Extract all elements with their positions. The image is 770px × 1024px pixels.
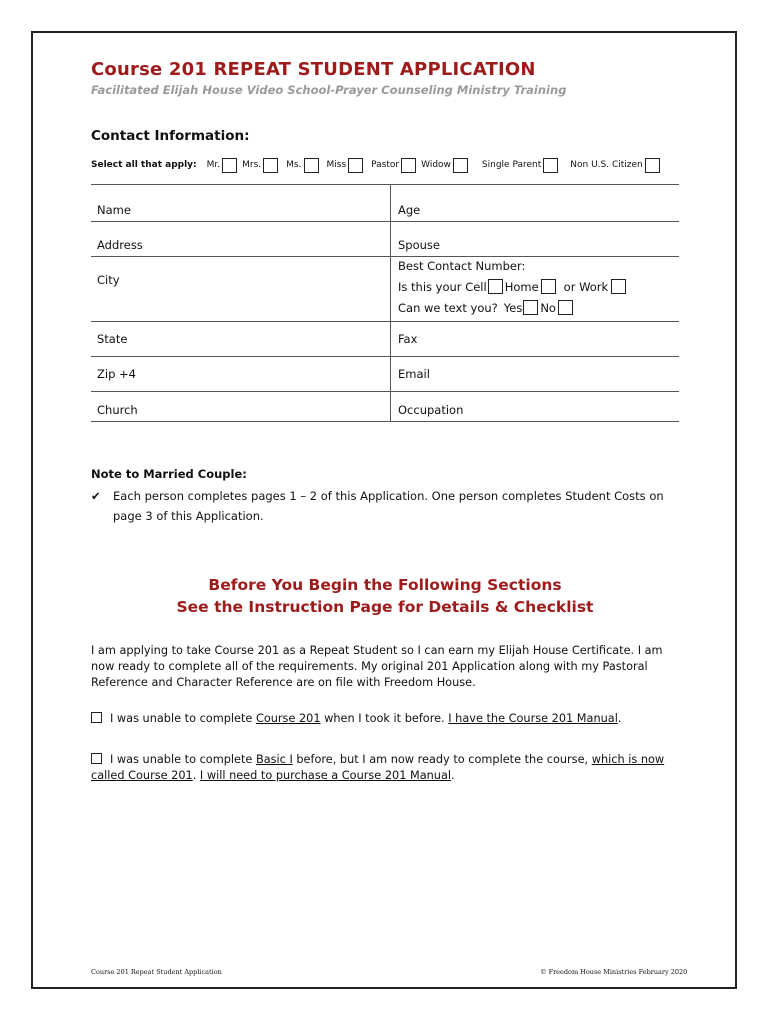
option-miss[interactable]	[327, 158, 364, 173]
checkbox[interactable]	[348, 158, 363, 173]
option-1-text: I was unable to complete	[110, 712, 256, 725]
text-row	[398, 300, 573, 315]
cell-label: Is this your Cell	[398, 279, 487, 294]
section-heading-line-1: Before You Begin the Following Sections	[208, 576, 562, 594]
state-field[interactable]: State	[97, 332, 128, 346]
checkbox[interactable]	[543, 158, 558, 173]
intro-line-1: I am applying to take Course 201 as a Repeat Student so I can earn my Elijah House Certificate. I am	[91, 644, 663, 657]
fax-field[interactable]: Fax	[398, 332, 418, 346]
option-1-text: when I took it before.	[320, 712, 449, 725]
work-label: or Work	[563, 279, 609, 294]
row-divider	[91, 356, 679, 357]
title-options-row	[91, 155, 660, 175]
age-field[interactable]: Age	[398, 203, 421, 217]
work-checkbox[interactable]	[611, 279, 626, 294]
checkbox[interactable]	[263, 158, 278, 173]
name-field[interactable]: Name	[97, 203, 131, 217]
checkbox[interactable]	[645, 158, 660, 173]
checkmark-icon: ✔	[91, 489, 101, 503]
address-field[interactable]: Address	[97, 238, 143, 252]
note-line-1: Each person completes pages 1 – 2 of this Application. One person completes Student Costs on	[113, 489, 664, 503]
option-label: Mrs.	[242, 160, 262, 170]
row-divider	[91, 256, 679, 257]
option-mrs[interactable]	[242, 158, 278, 173]
option-2-text: I was unable to complete	[110, 753, 256, 766]
option-label: Mr.	[206, 160, 221, 170]
contact-heading: Contact Information:	[91, 128, 250, 144]
footer-right: © Freedom House Ministries February 2020	[540, 968, 688, 976]
option-label: Non U.S. Citizen	[570, 160, 643, 170]
zip-field[interactable]: Zip +4	[97, 367, 136, 381]
option-pastor[interactable]	[371, 158, 416, 173]
column-divider	[390, 184, 391, 421]
best-contact-label: Best Contact Number:	[398, 259, 526, 273]
note-line-2: page 3 of this Application.	[113, 509, 264, 523]
repeat-option-2	[91, 752, 681, 784]
page-title: Course 201 REPEAT STUDENT APPLICATION	[91, 59, 536, 80]
married-couple-note-heading: Note to Married Couple:	[91, 467, 247, 481]
intro-line-2: now ready to complete all of the requirements. My original 201 Application along with my Pastoral	[91, 660, 648, 673]
option-label: Ms.	[286, 160, 302, 170]
option-label: Single Parent	[481, 160, 542, 170]
option-2-called-text: called Course 201	[91, 769, 193, 782]
yes-label: Yes	[503, 300, 523, 315]
option-1-period: .	[617, 712, 622, 725]
section-heading-line-2: See the Instruction Page for Details & Checklist	[176, 598, 594, 616]
option-2-checkbox[interactable]	[91, 753, 102, 764]
spouse-field[interactable]: Spouse	[398, 238, 440, 252]
option-2-purchase-text: I will need to purchase a Course 201 Manual	[199, 769, 452, 782]
cell-checkbox[interactable]	[488, 279, 503, 294]
row-divider	[91, 221, 679, 222]
option-widow[interactable]	[421, 158, 468, 173]
option-label: Pastor	[371, 160, 400, 170]
option-2-basic-text: Basic I	[255, 753, 293, 766]
option-2-period: .	[451, 769, 455, 782]
home-checkbox[interactable]	[541, 279, 556, 294]
option-1-manual-text: I have the Course 201 Manual	[448, 712, 618, 725]
option-mr[interactable]	[207, 158, 238, 173]
home-label: Home	[504, 279, 539, 294]
church-field[interactable]: Church	[97, 403, 138, 417]
option-label: Widow	[421, 160, 451, 170]
married-couple-note	[91, 489, 664, 503]
intro-paragraph	[91, 643, 681, 691]
can-text-label: Can we text you?	[398, 300, 498, 315]
phone-type-row	[398, 279, 626, 294]
option-1-checkbox[interactable]	[91, 712, 102, 723]
no-label: No	[540, 300, 556, 315]
checkbox[interactable]	[222, 158, 237, 173]
option-2-now-text: which is now	[591, 753, 665, 766]
intro-line-3: Reference and Character Reference are on file with Freedom House.	[91, 676, 476, 689]
option-non-us-citizen[interactable]	[570, 158, 659, 173]
repeat-option-1	[91, 711, 681, 727]
option-1-course-link: Course 201	[255, 712, 321, 725]
occupation-field[interactable]: Occupation	[398, 403, 464, 417]
select-all-label: Select all that apply:	[91, 160, 197, 170]
option-2-separator: .	[192, 769, 200, 782]
row-divider	[91, 184, 679, 185]
option-single-parent[interactable]	[482, 158, 558, 173]
city-field[interactable]: City	[97, 273, 120, 287]
option-2-text: before, but I am now ready to complete the course,	[292, 753, 592, 766]
checkbox[interactable]	[453, 158, 468, 173]
option-label: Miss	[326, 160, 347, 170]
row-divider	[91, 391, 679, 392]
page-subtitle: Facilitated Elijah House Video School-Prayer Counseling Ministry Training	[91, 83, 567, 97]
footer-left: Course 201 Repeat Student Application	[91, 968, 222, 976]
checkbox[interactable]	[304, 158, 319, 173]
option-ms[interactable]	[286, 158, 318, 173]
no-checkbox[interactable]	[558, 300, 573, 315]
row-divider	[91, 321, 679, 322]
checkbox[interactable]	[401, 158, 416, 173]
email-field[interactable]: Email	[398, 367, 430, 381]
yes-checkbox[interactable]	[523, 300, 538, 315]
row-divider	[91, 421, 679, 422]
